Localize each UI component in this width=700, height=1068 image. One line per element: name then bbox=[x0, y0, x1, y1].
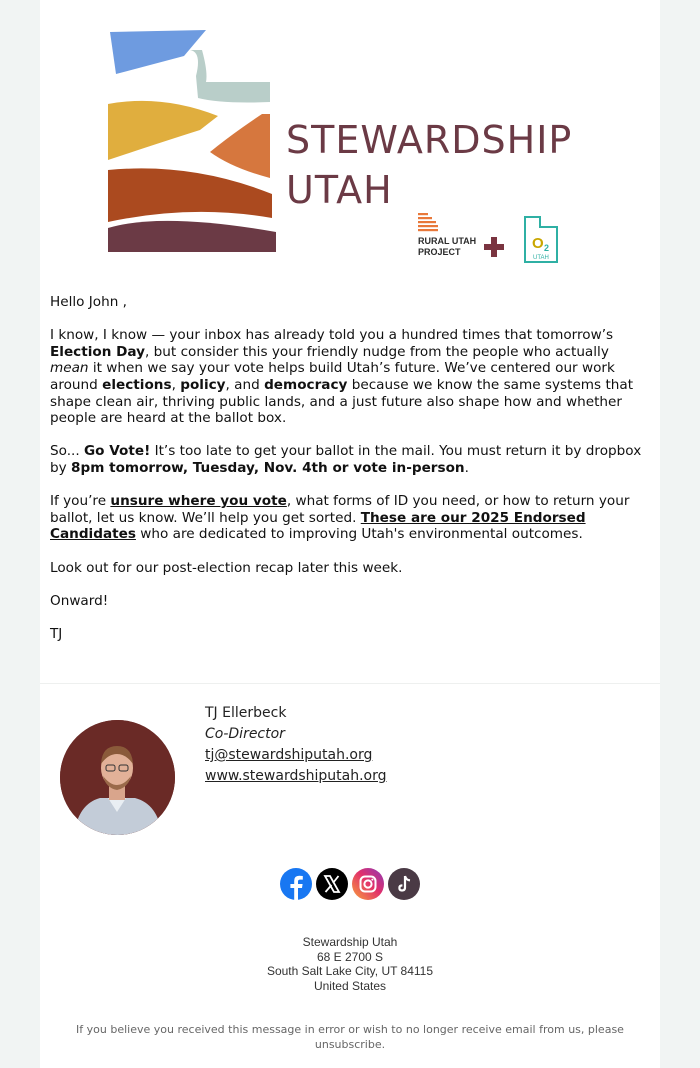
unsure-where-you-vote-link[interactable]: unsure where you vote bbox=[110, 493, 287, 510]
signature-website-link[interactable]: www.stewardshiputah.org bbox=[205, 768, 387, 784]
svg-text:O: O bbox=[532, 235, 544, 252]
signoff: TJ bbox=[50, 625, 63, 642]
svg-text:UTAH: UTAH bbox=[533, 255, 549, 261]
social-links bbox=[280, 868, 420, 900]
signature-email-link[interactable]: tj@stewardshiputah.org bbox=[205, 747, 373, 763]
address-city: South Salt Lake City, UT 84115 bbox=[266, 964, 434, 978]
o2-utah-logo-icon bbox=[522, 215, 560, 269]
facebook-icon[interactable] bbox=[280, 868, 312, 900]
address-country: United States bbox=[313, 978, 387, 993]
paragraph-intro: I know, I know — your inbox has already told you a hundred times that tomorrow’s Election Day, but consider this your friendly nudge from the people who actually mean it when we say your vote helps build Utah’s future. We’ve centered our work around elections, policy, and democracy because we know the same systems that shape clean air, thriving public lands, and a just future also shape how and whether people are heard at the ballot box. bbox=[50, 327, 634, 427]
endorsed-candidates-link[interactable]: These are our 2025 Endorsed Candidates bbox=[50, 509, 586, 543]
paragraph-onward: Onward! bbox=[50, 592, 109, 609]
svg-text:2: 2 bbox=[544, 243, 550, 253]
plus-icon bbox=[483, 236, 505, 258]
paragraph-go-vote: So... Go Vote! It’s too late to get your ballot in the mail. You must return it by dropbox by 8pm tomorrow, Tuesday, Nov. 4th or vote in-person. bbox=[50, 443, 642, 476]
header-logo bbox=[40, 0, 660, 280]
instagram-icon[interactable] bbox=[352, 868, 384, 900]
address-org: Stewardship Utah bbox=[302, 935, 398, 949]
signature-role: Co-Director bbox=[205, 726, 285, 742]
greeting: Hello John , bbox=[50, 294, 127, 310]
stewardship-utah-logo-icon bbox=[102, 26, 282, 258]
brand-title-line1: STEWARDSHIP bbox=[286, 118, 573, 162]
avatar bbox=[60, 720, 175, 835]
x-icon[interactable] bbox=[316, 868, 348, 900]
rural-utah-project-label: RURAL UTAH PROJECT bbox=[418, 236, 477, 257]
message-body bbox=[50, 294, 650, 659]
org-address bbox=[40, 935, 660, 993]
divider bbox=[40, 683, 660, 684]
brand-title-line2: UTAH bbox=[286, 168, 393, 212]
tiktok-icon[interactable] bbox=[388, 868, 420, 900]
paragraph-help: If you’re unsure where you vote, what forms of ID you need, or how to return your ballot, let us know. We’ll help you get sorted. These are our 2025 Endorsed Candidates who are dedicated to improving Utah's environmental outcomes. bbox=[50, 493, 630, 543]
email-body bbox=[40, 0, 660, 1068]
signature-block bbox=[205, 703, 387, 787]
paragraph-recap: Look out for our post-election recap later this week. bbox=[50, 559, 403, 576]
unsubscribe-notice: If you believe you received this message in error or wish to no longer receive email from us, please unsubscribe. bbox=[76, 1023, 624, 1051]
rural-utah-project-icon bbox=[418, 213, 440, 235]
signature-name: TJ Ellerbeck bbox=[205, 705, 287, 721]
address-street: 68 E 2700 S bbox=[316, 949, 384, 964]
